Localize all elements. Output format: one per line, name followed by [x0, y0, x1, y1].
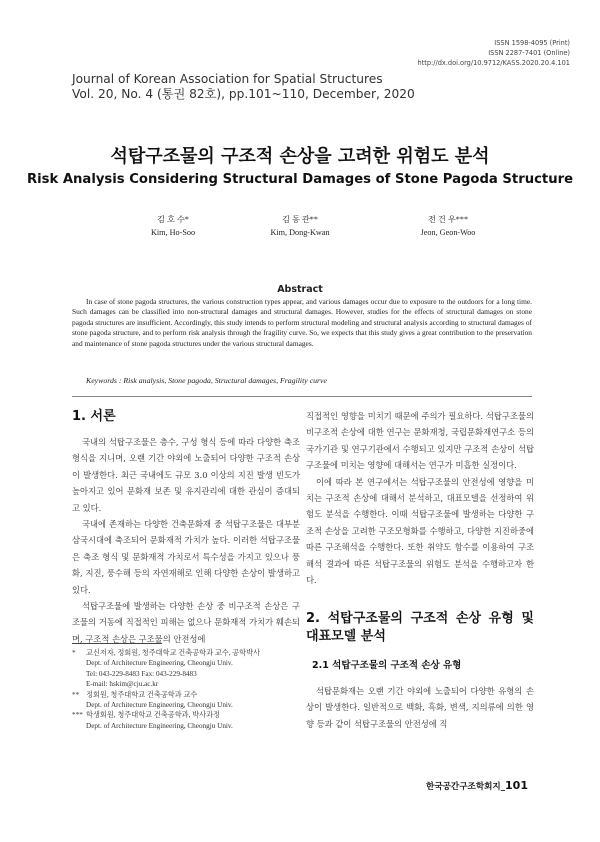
issn-online: ISSN 2287-7401 (Online) [488, 49, 570, 57]
left-column [72, 408, 300, 647]
section-2-heading: 2. 석탑구조물의 구조적 손상 유형 및 대표모델 분석 [306, 611, 534, 645]
keywords: Keywords : Risk analysis, Stone pagoda, Structural damages, Fragility curve [86, 376, 327, 385]
author-name-ko: 김 동 관** [281, 215, 318, 224]
footnote-line: Dept. of Architecture Engineering, Cheongju Univ. [86, 659, 233, 668]
paragraph: 이에 따라 본 연구에서는 석탑구조물의 안전성에 영향을 미치는 구조적 손상에 대해서 분석하고, 대표모델을 선정하여 위험도 분석을 수행한다. 이때 석탑구조물에 발생하는 다양한 구조적 손상을 고려한 구조모형화를 수행하고, 다양한 지진하중에 따른 구조해석을 수행한다. 또한 취약도 함수를 이용하여 구조해석 결과에 따른 석탑구조물의 위험도 분석을 수행하고자 한다. [306, 476, 534, 586]
author-3 [373, 213, 523, 239]
paragraph: 석탑문화재는 오랜 기간 야외에 노출되어 다양한 유형의 손상이 발생한다. 일반적으로 백화, 흑화, 변색, 지의류에 의한 영향 등과 같이 석탑구조물의 안전성에 직 [306, 685, 534, 729]
issn-block [418, 38, 570, 68]
author-name-en: Jeon, Geon-Woo [420, 228, 476, 237]
journal-name: Journal of Korean Association for Spatial Structures [72, 72, 383, 86]
author-name-ko: 전 건 우*** [427, 215, 469, 224]
page-footer: 한국공간구조학회지_101 [426, 779, 528, 792]
issn-print: ISSN 1598-4095 (Print) [494, 39, 570, 47]
section-1-heading: 1. 서론 [72, 409, 116, 424]
paragraph: 석탑구조물에 발생하는 다양한 손상 중 비구조적 손상은 구조물의 거동에 직접적인 피해는 없으나 문화재적 가치가 훼손되며, 구조적 손상은 구조물의 안전성에 [72, 601, 300, 644]
subsection-2-1-heading: 2.1 석탑구조물의 구조적 손상 유형 [312, 660, 462, 672]
footnote-mark: ** [72, 690, 80, 699]
page-number: 101 [505, 779, 528, 792]
keywords-divider [72, 396, 532, 397]
footnote-line: 정회원, 청주대학교 건축공학과 교수 [86, 690, 198, 699]
author-name-ko: 김 호 수* [157, 215, 189, 224]
footnote-line: Dept. of Architecture Engineering, Cheongju Univ. [86, 701, 233, 710]
footnote-1 [72, 648, 302, 690]
abstract-heading: Abstract [277, 284, 323, 295]
paragraph: 국내의 석탑구조물은 층수, 구성 형식 등에 따라 다양한 축조 형식을 지니며, 오랜 기간 야외에 노출되어 다양한 구조적 손상이 발생한다. 최근 국내에도 규모 3.0 이상의 지진 발생 빈도가 높아지고 있어 문화재 보존 및 유지관리에 대한 관심이 증대되고 있다. [72, 437, 300, 513]
journal-volume: Vol. 20, No. 4 (통권 82호), pp.101~110, December, 2020 [72, 87, 415, 101]
footnote-line: 교신저자, 정회원, 청주대학교 건축공학과 교수, 공학박사 [86, 649, 261, 657]
right-column [306, 408, 534, 732]
paper-title-english: Risk Analysis Considering Structural Damages of Stone Pagoda Structure [26, 172, 574, 187]
footnote-line: Dept. of Architecture Engineering, Cheongju Univ. [86, 721, 233, 730]
footnotes [72, 648, 302, 731]
doi-link[interactable]: http://dx.doi.org/10.9712/KASS.2020.20.4.101 [417, 59, 570, 67]
footnote-2 [72, 690, 302, 711]
footer-journal-label: 한국공간구조학회지 [426, 782, 501, 792]
footnote-email[interactable]: E-mail: hskim@cju.ac.kr [86, 680, 159, 689]
footnote-3 [72, 710, 302, 731]
paragraph: 직접적인 영향을 미치기 때문에 주의가 필요하다. 석탑구조물의 비구조적 손상에 대한 연구는 문화재청, 국립문화재연구소 등의 국가기관 및 연구기관에서 수행되고 있지만 구조적 손상이 석탑구조물에 미치는 영향에 대해서는 연구가 미흡한 실정이다. [306, 411, 534, 471]
footnote-divider [72, 643, 162, 644]
footnote-line: 학생회원, 청주대학교 건축공학과, 박사과정 [86, 711, 220, 720]
paper-title-korean: 석탑구조물의 구조적 손상을 고려한 위험도 분석 [110, 146, 490, 167]
author-2 [225, 213, 375, 239]
journal-header [72, 72, 415, 102]
paragraph: 국내에 존재하는 다양한 건축문화재 중 석탑구조물은 대부분 삼국시대에 축조되어 문화재적 가치가 높다. 이러한 석탑구조물은 축조 형식 및 문화재적 가치로서 특수성을 가지고 있으나 풍화, 지진, 풍수해 등의 자연재해로 인해 다양한 손상이 발생하고 있다. [72, 519, 300, 595]
author-name-en: Kim, Dong-Kwan [270, 228, 330, 237]
footnote-line: Tel: 043-229-8483 Fax: 043-229-8483 [86, 669, 197, 678]
author-name-en: Kim, Ho-Soo [150, 228, 196, 237]
footnote-mark: * [72, 649, 76, 657]
abstract-text: In case of stone pagoda structures, the various construction types appear, and various damages occur due to exposure to the outdoors for a long time. Such damages can be classified into non-structural damages and structural damages. However, studies for the effects of structural damages on stone pagoda structures are insufficient. Accordingly, this study intends to perform structural modeling and structural analysis according to structural damages of stone pagoda structure, and to perform risk analysis through the fragility curve. So, we expects that this study gives a great contribution to the preservation and maintenance of stone pagoda structures under the various structural damages. [72, 297, 532, 348]
footnote-mark: *** [72, 711, 83, 720]
